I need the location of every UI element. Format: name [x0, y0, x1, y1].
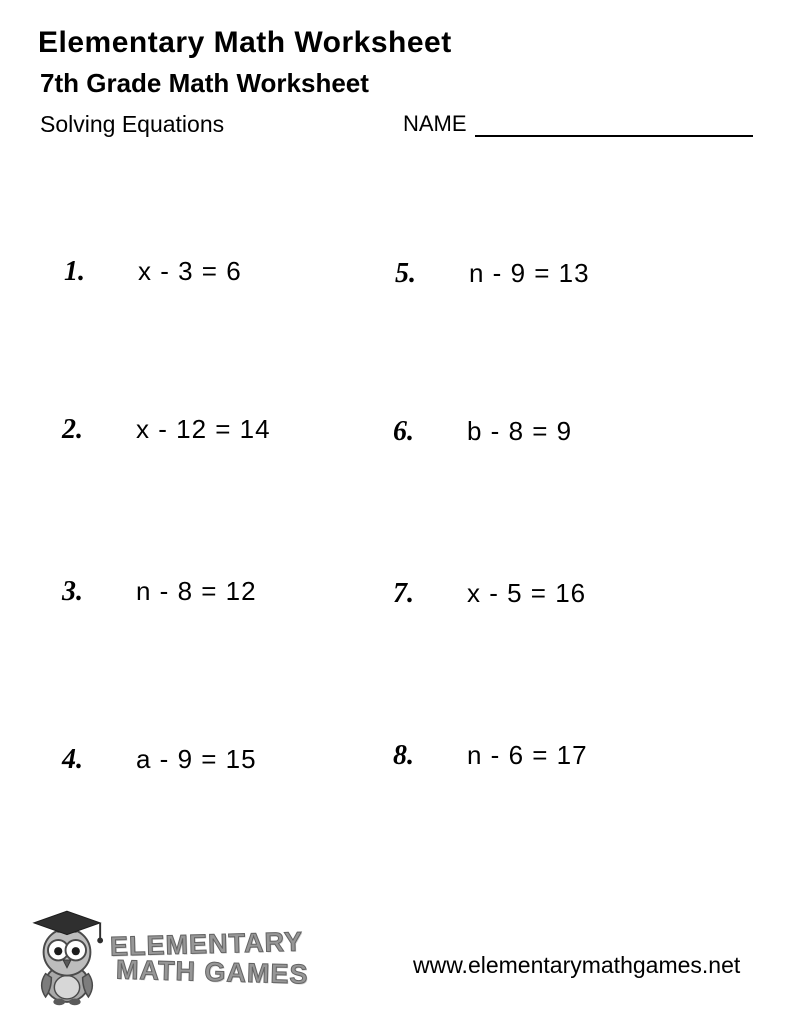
problem-item [393, 578, 586, 610]
footer-url: www.elementarymathgames.net [413, 952, 741, 978]
site-logo [28, 908, 309, 1008]
problem-number: 7. [393, 578, 414, 609]
logo-text-line2: MATH GAMES [115, 954, 309, 990]
problem-equation: n - 8 = 12 [136, 576, 257, 606]
problem-number: 4. [62, 744, 83, 775]
problem-item [393, 416, 572, 448]
problem-equation: b - 8 = 9 [467, 416, 573, 446]
problem-equation: n - 9 = 13 [469, 258, 590, 288]
problem-equation: n - 6 = 17 [467, 740, 588, 770]
page-subtitle: 7th Grade Math Worksheet [40, 68, 369, 98]
problem-number: 6. [393, 416, 414, 447]
problem-item [395, 258, 590, 290]
name-blank-line [475, 111, 753, 137]
problem-item [62, 414, 271, 446]
problem-equation: x - 12 = 14 [136, 414, 271, 444]
problem-number: 2. [62, 414, 83, 445]
logo-wordmark [109, 926, 309, 990]
problem-item [64, 256, 242, 288]
problem-number: 3. [62, 576, 83, 607]
problem-equation: a - 9 = 15 [136, 744, 257, 774]
problem-equation: x - 5 = 16 [467, 578, 587, 608]
owl-graduate-icon [28, 908, 106, 1008]
worksheet-topic: Solving Equations [40, 111, 225, 137]
problem-item [393, 740, 588, 772]
problem-item [62, 576, 257, 608]
name-row [403, 111, 753, 137]
problem-number: 5. [395, 258, 416, 289]
name-label: NAME [403, 111, 467, 136]
page-title: Elementary Math Worksheet [38, 26, 452, 59]
logo-text-line1: ELEMENTARY [109, 926, 304, 962]
problem-equation: x - 3 = 6 [138, 256, 242, 286]
problem-item [62, 744, 257, 776]
problem-number: 1. [64, 256, 85, 287]
problem-number: 8. [393, 740, 414, 771]
